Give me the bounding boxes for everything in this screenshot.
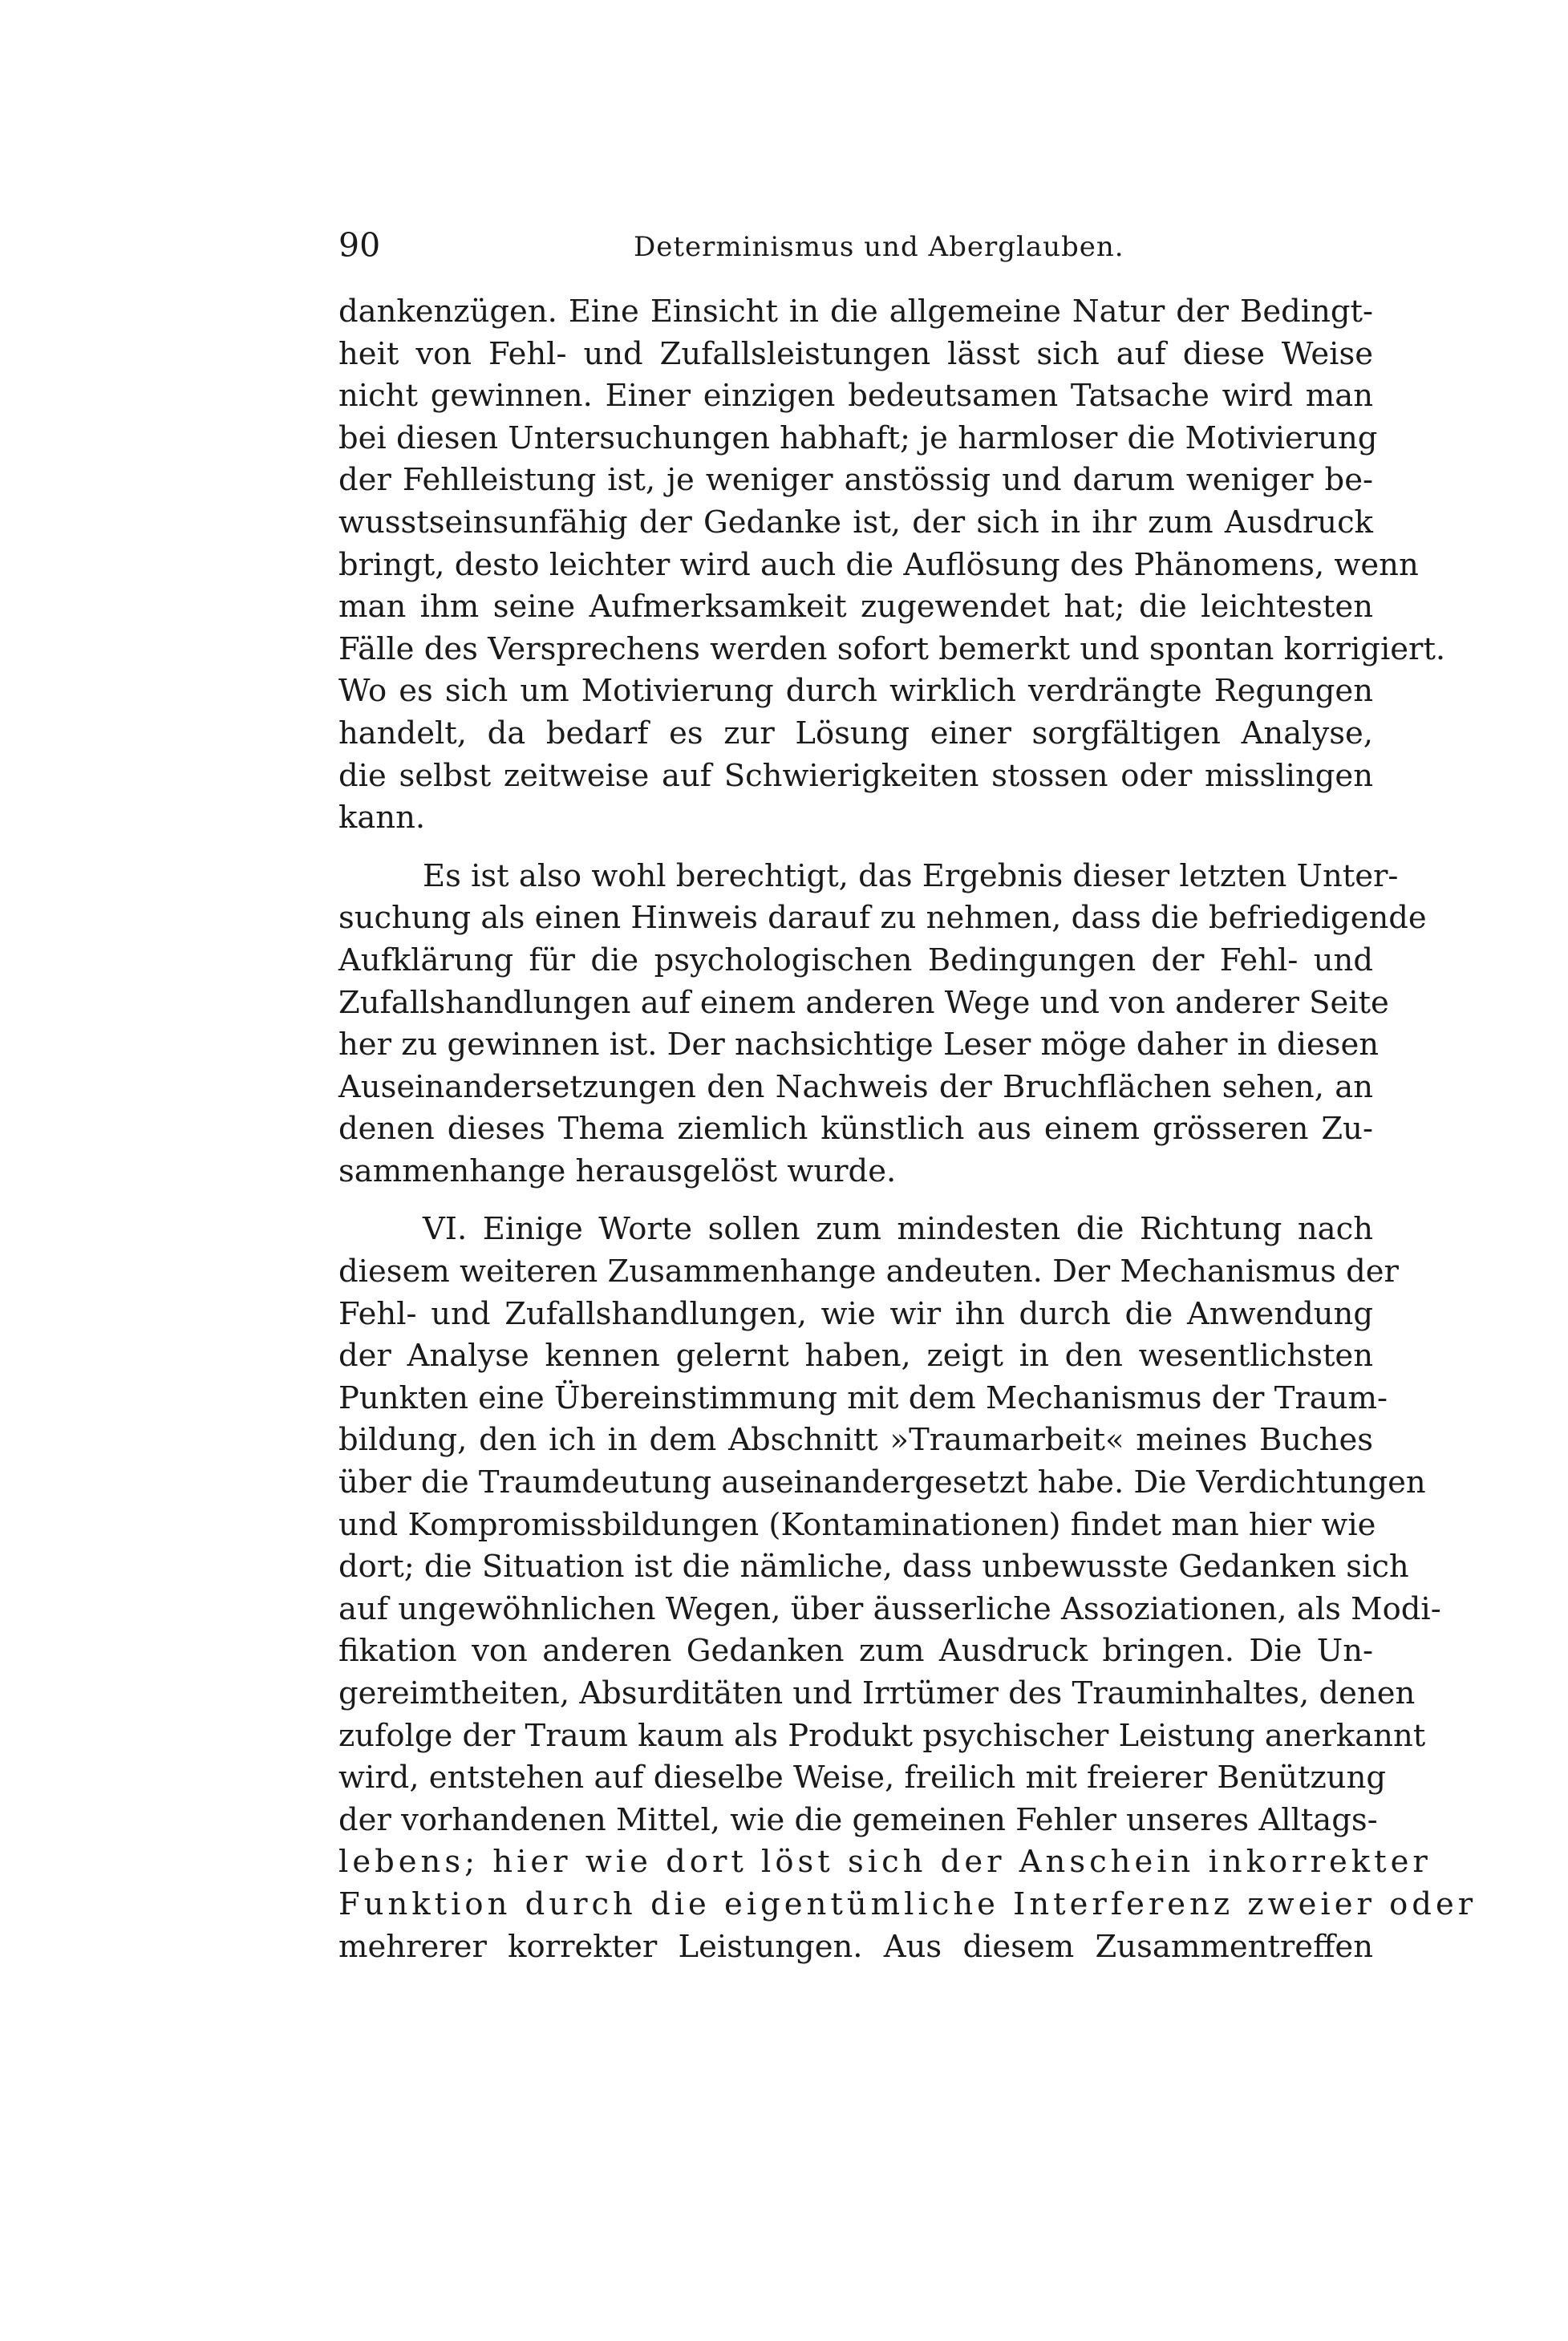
paragraph-3 (338, 1209, 1477, 1968)
text-line: denen dieses Thema ziemlich künstlich aus einem grösseren Zu- (338, 1111, 1373, 1148)
text-line: heit von Fehl- und Zufallsleistungen lässt sich auf diese Weise (338, 335, 1373, 372)
text-line: Es ist also wohl berechtigt, das Ergebnis dieser letzten Unter- (423, 857, 1399, 894)
text-line: bringt, desto leichter wird auch die Auflösung des Phänomens, wenn (338, 546, 1419, 583)
text-line: sammenhange herausgelöst wurde. (338, 1152, 897, 1189)
text-line: über die Traumdeutung auseinandergesetzt habe. Die Verdichtungen (338, 1464, 1426, 1501)
paragraph-gap (338, 1193, 1373, 1209)
text-line: bildung, den ich in dem Abschnitt »Traumarbeit« meines Buches (338, 1422, 1373, 1459)
text-line: dankenzügen. Eine Einsicht in die allgemeine Natur der Bedingt- (338, 294, 1373, 330)
text-line: wusstseinsunfähig der Gedanke ist, der sich in ihr zum Ausdruck (338, 504, 1373, 541)
text-line: bei diesen Untersuchungen habhaft; je harmloser die Motivierung (338, 419, 1378, 456)
running-head (338, 226, 1373, 265)
text-line: fikation von anderen Gedanken zum Ausdruck bringen. Die Un- (338, 1633, 1373, 1670)
text-line: der vorhandenen Mittel, wie die gemeinen Fehler unseres Alltags- (338, 1801, 1378, 1838)
text-line: VI. Einige Worte sollen zum mindesten die Richtung nach (423, 1211, 1373, 1248)
text-line: diesem weiteren Zusammenhange andeuten. Der Mechanismus der (338, 1254, 1399, 1290)
text-line: Auseinandersetzungen den Nachweis der Bruchflächen sehen, an (338, 1068, 1373, 1105)
text-line: dort; die Situation ist die nämliche, dass unbewusste Gedanken sich (338, 1549, 1409, 1586)
text-line: Aufklärung für die psychologischen Bedingungen der Fehl- und (338, 942, 1373, 978)
paragraph-2 (338, 856, 1427, 1193)
running-title: Determinismus und Aberglauben. (634, 231, 1124, 263)
text-line: suchung als einen Hinweis darauf zu nehmen, dass die befriedigende (338, 900, 1427, 937)
text-line: der Fehlleistung ist, je weniger anstössig und darum weniger be- (338, 462, 1373, 499)
text-line: man ihm seine Aufmerksamkeit zugewendet hat; die leichtesten (338, 589, 1373, 626)
text-line: nicht gewinnen. Einer einzigen bedeutsamen Tatsache wird man (338, 378, 1373, 415)
text-line-spaced: lebens; hier wie dort löst sich der Anschein inkorrekter (338, 1844, 1432, 1881)
text-line: und Kompromissbildungen (Kontaminationen) findet man hier wie (338, 1506, 1376, 1543)
text-line: auf ungewöhnlichen Wegen, über äusserliche Assoziationen, als Modi- (338, 1590, 1441, 1627)
text-line: gereimtheiten, Absurditäten und Irrtümer des Trauminhaltes, denen (338, 1675, 1416, 1711)
text-line: zufolge der Traum kaum als Produkt psychischer Leistung anerkannt (338, 1717, 1426, 1754)
page-number: 90 (338, 226, 381, 265)
text-line-spaced: Funktion durch die eigentümliche Interferenz zweier oder (338, 1885, 1477, 1922)
text-line: Zufallshandlungen auf einem anderen Wege und von anderer Seite (338, 984, 1389, 1021)
text-line: wird, entstehen auf dieselbe Weise, freilich mit freierer Benützung (338, 1760, 1387, 1796)
text-line: mehrerer korrekter Leistungen. Aus diesem Zusammentreffen (338, 1928, 1373, 1965)
text-line: her zu gewinnen ist. Der nachsichtige Leser möge daher in diesen (338, 1027, 1380, 1063)
text-line: Fälle des Versprechens werden sofort bemerkt und spontan korrigiert. (338, 630, 1446, 667)
text-line: Punkten eine Übereinstimmung mit dem Mechanismus der Traum- (338, 1379, 1388, 1416)
text-line: Wo es sich um Motivierung durch wirklich verdrängte Regungen (338, 673, 1373, 710)
paragraph-gap (338, 840, 1373, 856)
paragraph-1 (338, 291, 1446, 840)
text-line: kann. (338, 800, 426, 836)
text-line: handelt, da bedarf es zur Lösung einer sorgfältigen Analyse, (338, 715, 1373, 751)
text-line: Fehl- und Zufallshandlungen, wie wir ihn durch die Anwendung (338, 1295, 1373, 1332)
text-line: die selbst zeitweise auf Schwierigkeiten stossen oder misslingen (338, 757, 1373, 794)
text-line: der Analyse kennen gelernt haben, zeigt in den wesentlichsten (338, 1338, 1373, 1375)
body-text (338, 291, 1477, 1968)
